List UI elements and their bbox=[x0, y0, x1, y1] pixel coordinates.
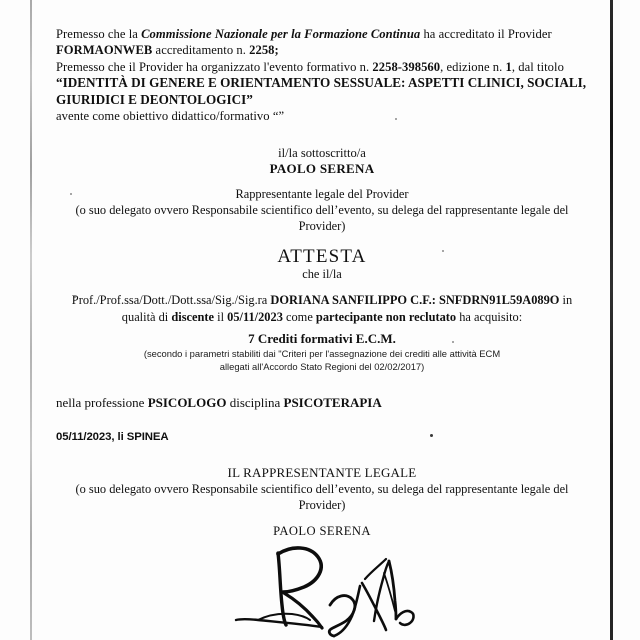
event-objective-line: avente come obiettivo didattico/formativo “” bbox=[56, 109, 285, 124]
event-title: “IDENTITÀ DI GENERE E ORIENTAMENTO SESSUALE: ASPETTI CLINICI, SOCIALI, GIURIDICI E DEONTOLOGICI” bbox=[56, 75, 587, 107]
preamble-line-1-pre: Premesso che la bbox=[56, 27, 142, 41]
participant-line-2-end: ha acquisito: bbox=[456, 310, 523, 324]
undersigned-name: PAOLO SERENA bbox=[269, 161, 375, 177]
signer-title: IL RAPPRESENTANTE LEGALE bbox=[227, 465, 417, 480]
preamble-block bbox=[56, 26, 588, 125]
credits-note-line-2: allegati all'Accordo Stato Regioni del 02/02/2017) bbox=[219, 360, 425, 372]
signer-role-line-3: Provider) bbox=[298, 219, 346, 234]
preamble-line-1-post: ha accreditato il Provider bbox=[420, 27, 552, 41]
participant-line-1 bbox=[56, 292, 588, 309]
participant-titles-prefix: Prof./Prof.ssa/Dott./Dott.ssa/Sig./Sig.ra bbox=[71, 293, 271, 307]
participant-role: discente bbox=[171, 310, 215, 324]
event-edition-number: 1 bbox=[505, 59, 512, 74]
participant-cf-label: C.F.: bbox=[407, 293, 439, 307]
attesta-heading: ATTESTA bbox=[277, 246, 367, 267]
signer-role-line-1: Rappresentante legale del Provider bbox=[235, 187, 409, 201]
participant-name: DORIANA SANFILIPPO bbox=[270, 293, 408, 307]
scan-right-edge-artifact bbox=[610, 0, 613, 640]
participation-date: 05/11/2023 bbox=[227, 310, 283, 324]
event-line-pre: Premesso che il Provider ha organizzato l'evento formativo n. bbox=[56, 59, 373, 74]
undersigned-block bbox=[56, 145, 588, 177]
undersigned-label: il/la sottoscritto/a bbox=[278, 146, 366, 160]
participant-line-1-suffix: in bbox=[559, 293, 573, 307]
participant-date-mid: il bbox=[214, 310, 228, 324]
attesta-block bbox=[56, 246, 588, 282]
signer-role-line-2: (o suo delegato ovvero Responsabile scientifico dell’evento, su delega del rappresentante legale del bbox=[75, 203, 569, 218]
signer-printed-name: PAOLO SERENA bbox=[273, 524, 371, 538]
signer-note-line-2: Provider) bbox=[298, 498, 346, 513]
credits-block bbox=[56, 330, 588, 373]
credits-note bbox=[56, 348, 588, 373]
credits-awarded: 7 Crediti formativi E.C.M. bbox=[248, 331, 396, 346]
preamble-line-1 bbox=[56, 26, 588, 42]
signer-block bbox=[56, 464, 588, 513]
participant-block bbox=[56, 292, 588, 326]
participant-status-pre: come bbox=[282, 310, 316, 324]
signer-role-block bbox=[56, 186, 588, 235]
event-number: 2258-398560 bbox=[372, 59, 441, 74]
place-and-date: 05/11/2023, li SPINEA bbox=[56, 431, 169, 443]
profession-block bbox=[56, 394, 588, 411]
preamble-line-3 bbox=[56, 59, 588, 75]
accreditation-number: 2258; bbox=[249, 43, 279, 58]
participant-fiscal-code: SNFDRN91L59A089O bbox=[438, 293, 560, 307]
credits-note-line-1: (secondo i parametri stabiliti dai "Criteri per l'assegnazione dei crediti alle attività ECM bbox=[143, 348, 501, 359]
discipline-value: PSICOTERAPIA bbox=[283, 395, 382, 410]
participant-line-2 bbox=[56, 309, 588, 326]
commission-name: Commissione Nazionale per la Formazione Continua bbox=[141, 27, 421, 41]
participant-quality-pre: qualità di bbox=[121, 310, 172, 324]
provider-name: FORMAONWEB bbox=[56, 43, 153, 58]
scan-left-edge-artifact bbox=[30, 0, 32, 640]
discipline-label: disciplina bbox=[226, 395, 284, 410]
preamble-line-2 bbox=[56, 42, 588, 58]
certificate-body bbox=[56, 0, 588, 640]
profession-value: PSICOLOGO bbox=[147, 395, 227, 410]
profession-label-pre: nella professione bbox=[56, 395, 148, 410]
attesta-subtitle: che il/la bbox=[302, 267, 342, 281]
event-line-mid: , edizione n. bbox=[440, 59, 506, 74]
handwritten-signature bbox=[234, 543, 474, 638]
signer-note-line-1: (o suo delegato ovvero Responsabile scientifico dell’evento, su delega del rappresentante legale del bbox=[75, 482, 569, 496]
event-line-post: , dal titolo bbox=[511, 59, 564, 74]
participant-status: partecipante non reclutato bbox=[315, 310, 457, 324]
accreditation-label: accreditamento n. bbox=[152, 43, 250, 58]
